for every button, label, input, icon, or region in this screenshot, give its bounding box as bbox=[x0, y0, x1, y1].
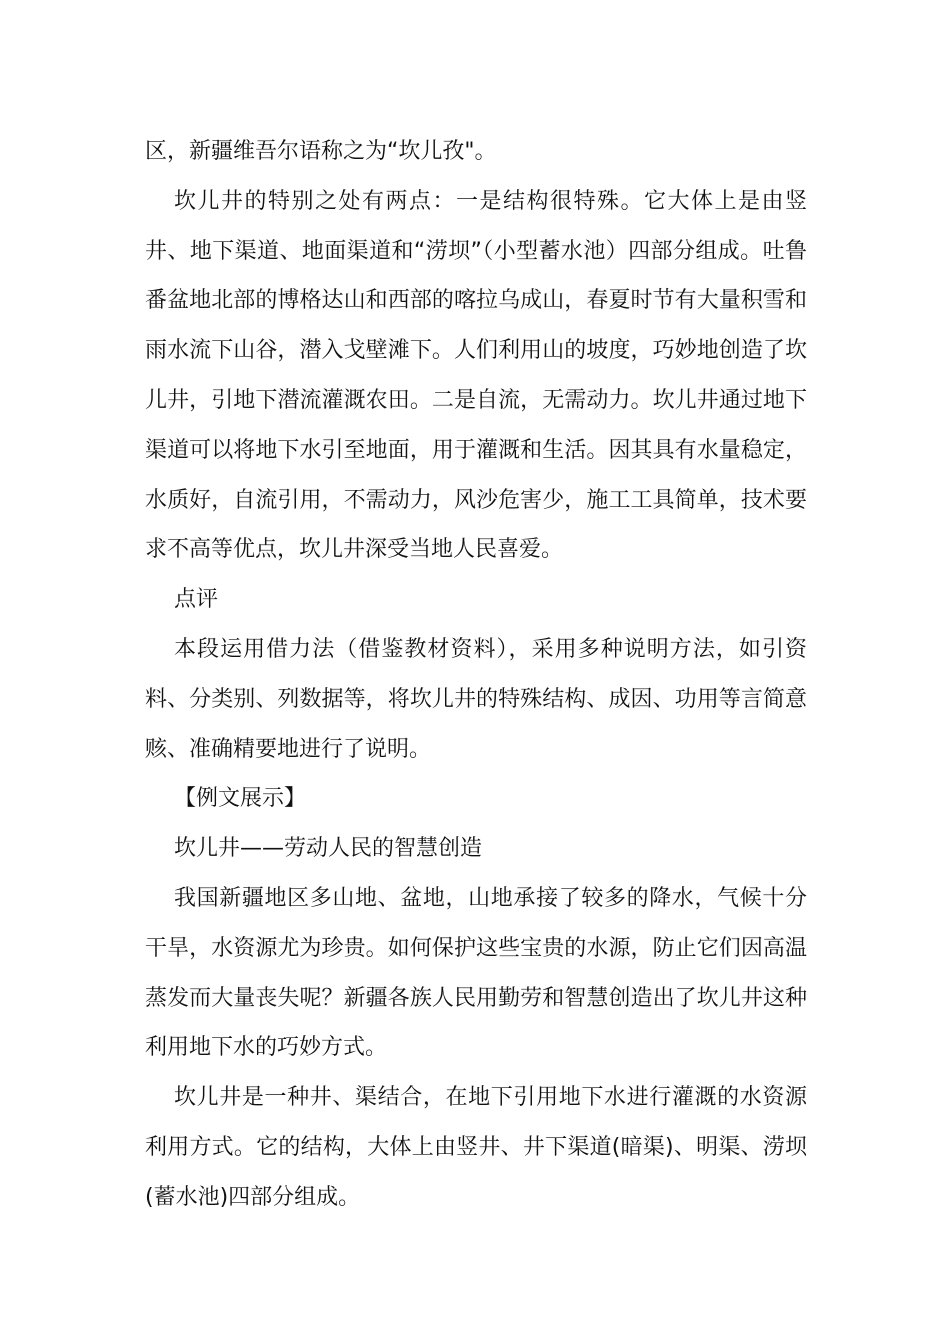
comment-heading: 点评 bbox=[174, 587, 219, 613]
paragraph-karez-features: 坎儿井的特别之处有两点：一是结构很特殊。它大体上是由竖井、地下渠道、地面渠道和“涝坝”（小型蓄水池）四部分组成。吐鲁番盆地北部的博格达山和西部的喀拉乌成山，春夏时节有大量积雪和雨水流下山谷，潜入戈壁滩下。人们利用山的坡度，巧妙地创造了坎儿井，引地下潜流灌溉农田。二是自流，无需动力。坎儿井通过地下渠道可以将地下水引至地面，用于灌溉和生活。因其具有水量稳定，水质好，自流引用，不需动力，风沙危害少，施工工具简单，技术要求不高等优点，坎儿井深受当地人民喜爱。 bbox=[145, 188, 807, 563]
paragraph-example-structure: 坎儿井是一种井、渠结合，在地下引用地下水进行灌溉的水资源利用方式。它的结构，大体上由竖井、井下渠道(暗渠)、明渠、涝坝(蓄水池)四部分组成。 bbox=[145, 1085, 807, 1210]
paragraph-comment: 本段运用借力法（借鉴教材资料），采用多种说明方法，如引资料、分类别、列数据等，将坎儿井的特殊结构、成因、功用等言简意赅、准确精要地进行了说明。 bbox=[145, 636, 807, 762]
example-title: 坎儿井——劳动人民的智慧创造 bbox=[174, 836, 483, 862]
paragraph-continuation: 区，新疆维吾尔语称之为“坎儿孜"。 bbox=[145, 139, 497, 164]
paragraph-example-intro: 我国新疆地区多山地、盆地，山地承接了较多的降水，气候十分干旱，水资源尤为珍贵。如何保护这些宝贵的水源，防止它们因高温蒸发而大量丧失呢？新疆各族人民用勤劳和智慧创造出了坎儿井这种利用地下水的巧妙方式。 bbox=[145, 885, 807, 1061]
document-body bbox=[145, 127, 807, 1223]
example-heading: 【例文展示】 bbox=[174, 786, 307, 812]
